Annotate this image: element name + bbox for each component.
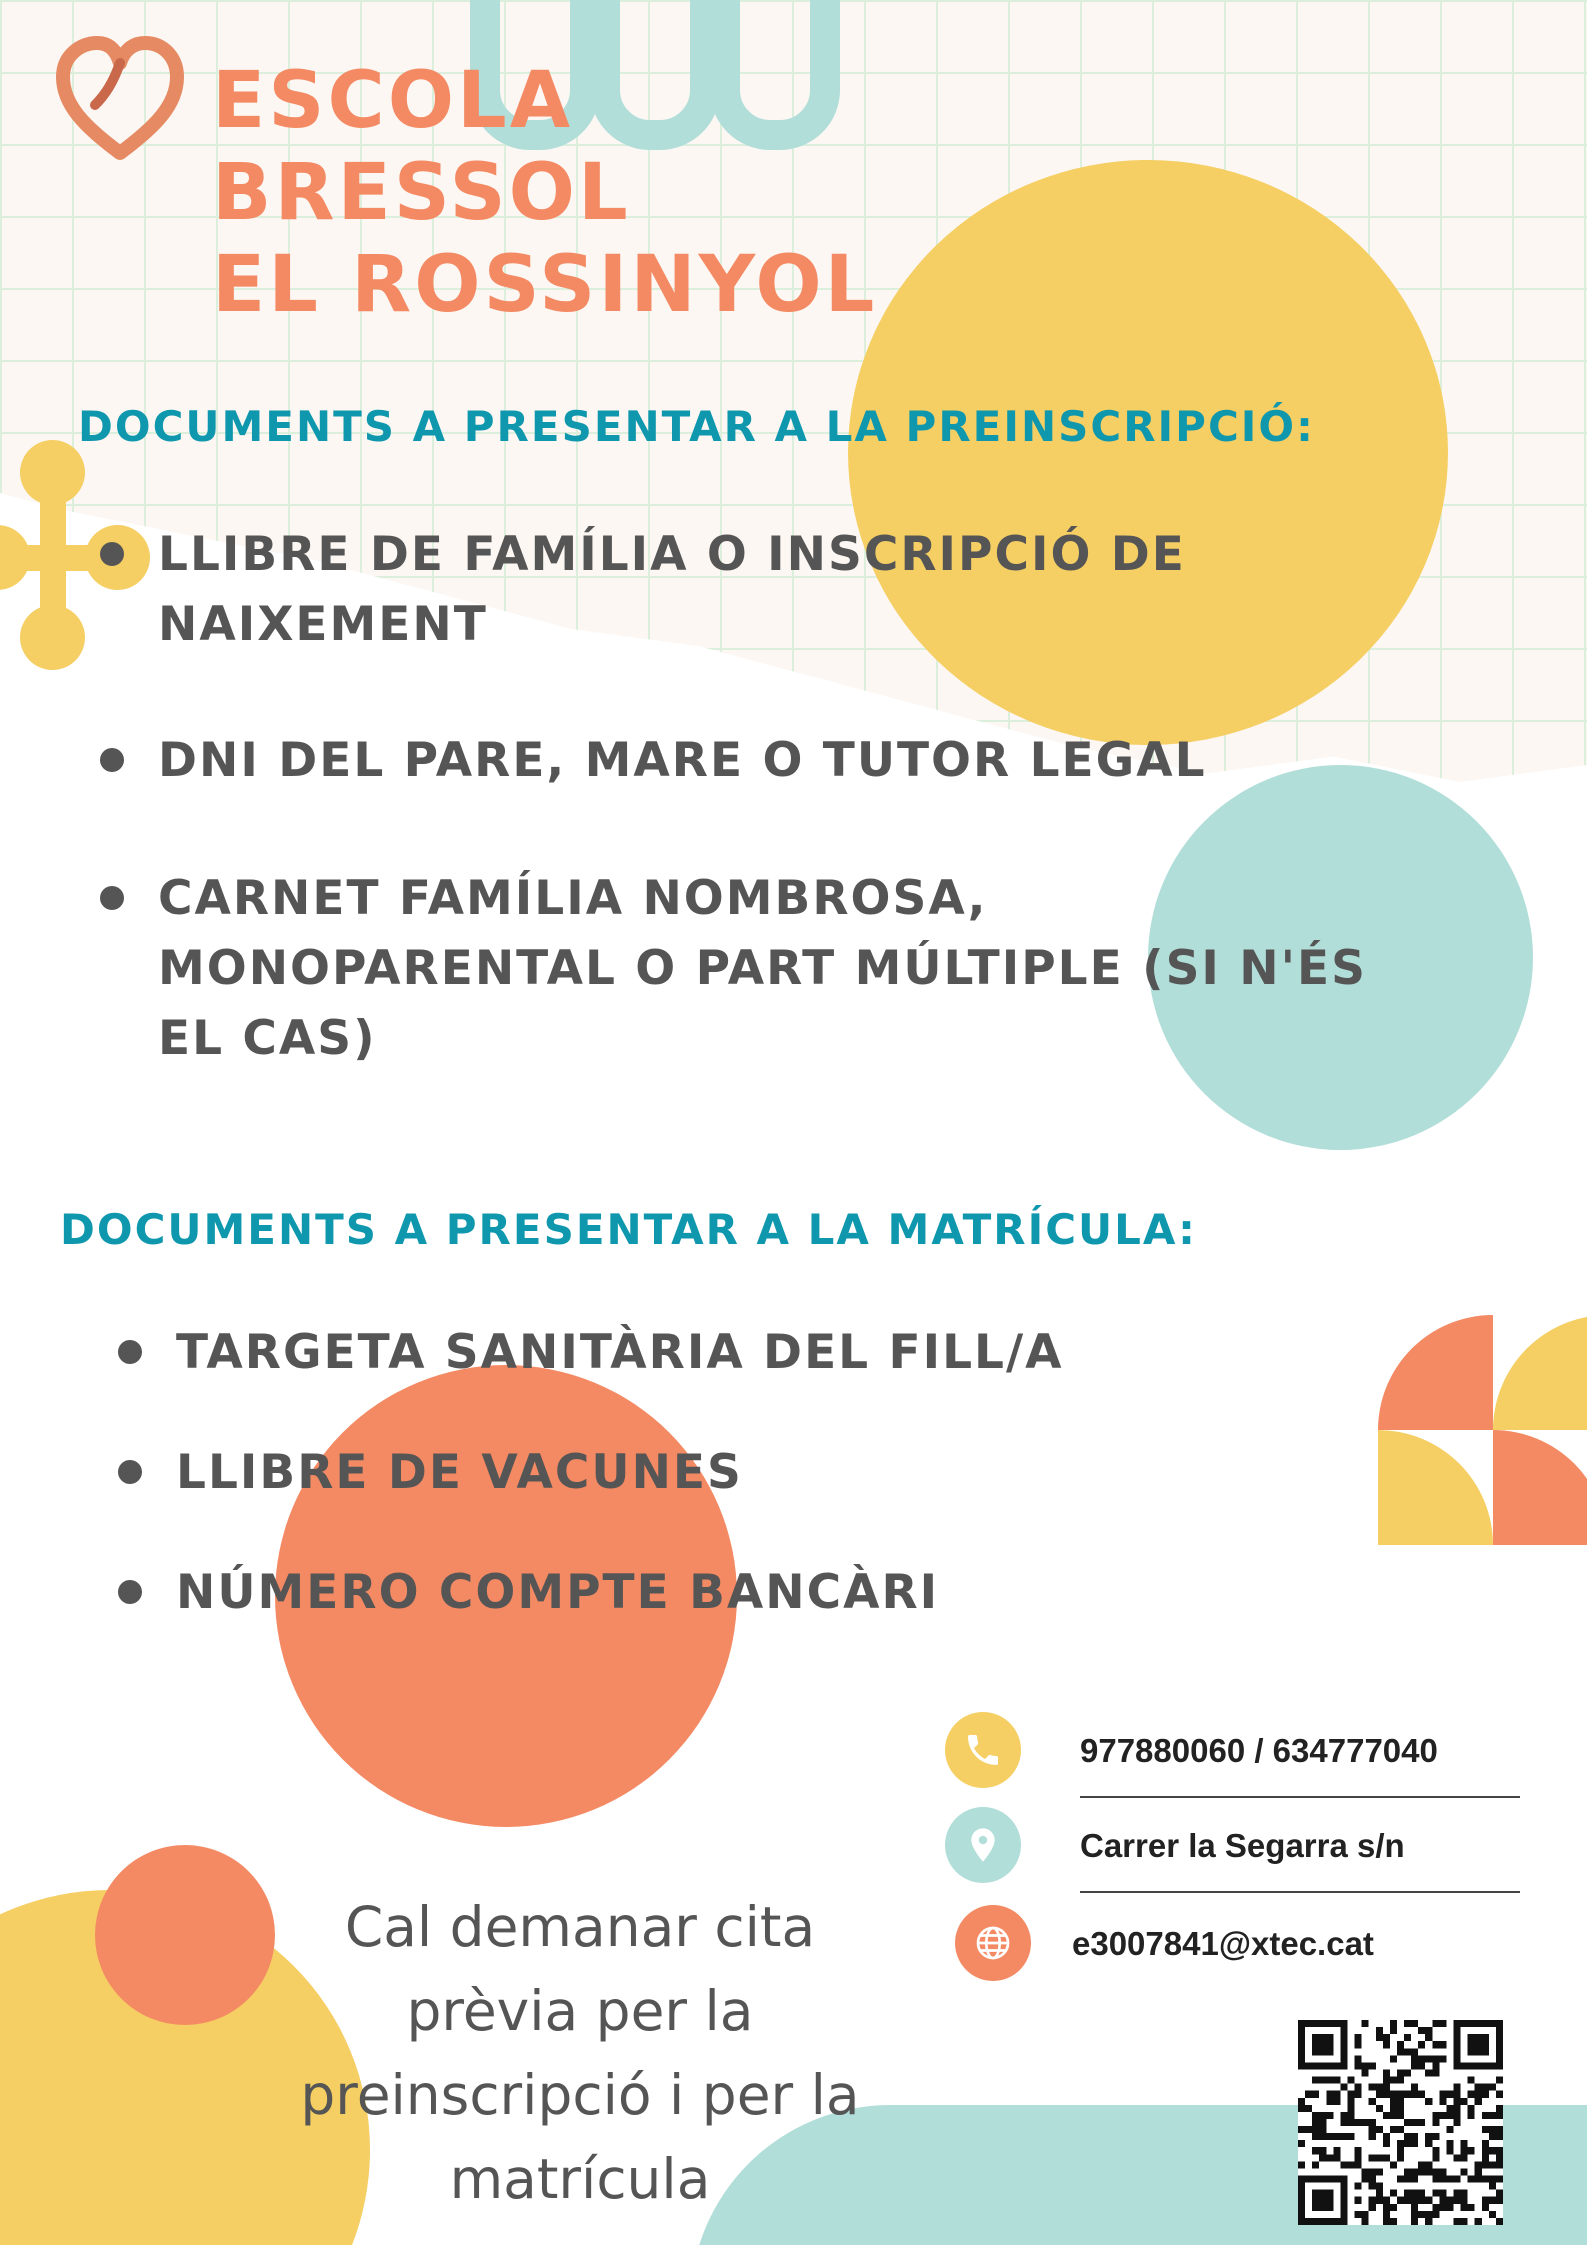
list-item-text: LLIBRE DE VACUNES [176, 1445, 743, 1500]
list-item-line: LLIBRE DE FAMÍLIA O INSCRIPCIÓ DE [158, 527, 1186, 582]
decor-quarter [1378, 1430, 1493, 1545]
decor-quarter [1493, 1430, 1587, 1545]
heart-logo-icon [55, 35, 185, 160]
divider [1080, 1796, 1520, 1798]
appointment-note [265, 1885, 895, 2221]
list-item-line: EL CAS) [158, 1011, 377, 1066]
list-item-line: CARNET FAMÍLIA NOMBROSA, [158, 871, 988, 926]
list-item [176, 1438, 1326, 1508]
list-item-line: DNI DEL PARE, MARE O TUTOR LEGAL [158, 733, 1207, 788]
decor-quarter [1378, 1315, 1493, 1430]
school-name-line: ESCOLA [212, 56, 574, 146]
note-line: matrícula [449, 2147, 711, 2211]
school-name-line: BRESSOL [212, 148, 631, 238]
globe-icon [955, 1905, 1031, 1981]
bullet-icon [118, 1580, 142, 1604]
bullet-icon [100, 542, 124, 566]
bullet-icon [118, 1460, 142, 1484]
decor-coral-small-circle [95, 1845, 275, 2025]
list-item [158, 520, 1538, 660]
matricula-title: DOCUMENTS A PRESENTAR A LA MATRÍCULA: [60, 1205, 1197, 1254]
note-line: Cal demanar cita [344, 1895, 816, 1959]
decor-quarter [1493, 1315, 1587, 1430]
contact-email [955, 1905, 1540, 1985]
list-item-line: NAIXEMENT [158, 597, 488, 652]
matricula-list [176, 1318, 1326, 1628]
list-item-line: MONOPARENTAL O PART MÚLTIPLE (SI N'ÉS [158, 941, 1367, 996]
divider [1080, 1891, 1520, 1893]
list-item [158, 726, 1538, 796]
bullet-icon [100, 748, 124, 772]
preinscripcio-title: DOCUMENTS A PRESENTAR A LA PREINSCRIPCIÓ: [78, 402, 1315, 451]
note-line: prèvia per la [406, 1979, 754, 2043]
bullet-icon [100, 886, 124, 910]
preinscripcio-list [158, 520, 1538, 1074]
list-item [176, 1558, 1326, 1628]
contact-phone-text[interactable]: 977880060 / 634777040 [1080, 1732, 1438, 1769]
contact-email-link[interactable]: e3007841@xtec.cat [1072, 1925, 1374, 1962]
contact-phone [945, 1712, 1530, 1792]
school-name-line: EL ROSSINYOL [212, 240, 878, 330]
bullet-icon [118, 1340, 142, 1364]
contact-address-text: Carrer la Segarra s/n [1080, 1827, 1405, 1864]
contact-address [945, 1807, 1530, 1887]
phone-icon [945, 1712, 1021, 1788]
note-line: preinscripció i per la [300, 2063, 860, 2127]
list-item-text: TARGETA SANITÀRIA DEL FILL/A [176, 1325, 1064, 1380]
location-pin-icon [945, 1807, 1021, 1883]
list-item [176, 1318, 1326, 1388]
qr-code-icon[interactable] [1298, 2020, 1503, 2225]
list-item [158, 864, 1538, 1074]
list-item-text: NÚMERO COMPTE BANCÀRI [176, 1565, 940, 1620]
school-name [212, 55, 877, 331]
